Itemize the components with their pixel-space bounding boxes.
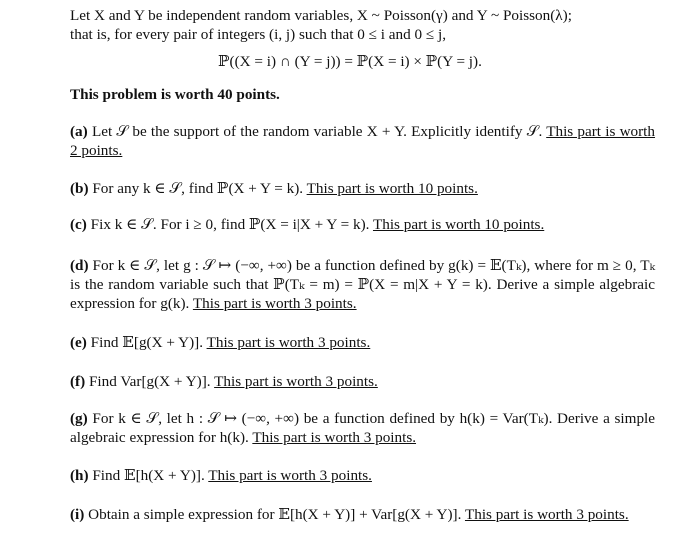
part-label: (h) [70, 467, 89, 484]
intro-line-1: Let X and Y be independent random variables, X ~ Poisson(γ) and Y ~ Poisson(λ); [70, 7, 572, 24]
part-points: This part is worth 3 points. [252, 429, 417, 446]
part-points: This part is worth 3 points. [206, 334, 371, 351]
part-text: For k ∈ 𝒮, let h : 𝒮 ↦ (−∞, +∞) be a function defined by h(k) = Var(Tₖ). Derive a simple algebraic expression for h(k). [70, 410, 655, 446]
independence-formula: ℙ((X = i) ∩ (Y = j)) = ℙ(X = i) × ℙ(Y = j). [218, 53, 482, 70]
part-e [70, 333, 655, 352]
part-b [70, 179, 655, 198]
part-points: This part is worth 3 points. [214, 373, 378, 390]
part-points: This part is worth 3 points. [192, 295, 357, 312]
part-text: For k ∈ 𝒮, let g : 𝒮 ↦ (−∞, +∞) be a function defined by g(k) = 𝔼(Tₖ), where for m ≥ 0, Tₖ is the random variable such that ℙ(Tₖ = m) = ℙ(X = m|X + Y = k). Derive a simple algebraic expression for g(k). [70, 257, 656, 312]
part-d [70, 256, 655, 313]
part-points: This part is worth 10 points. [372, 216, 545, 233]
part-text: Obtain a simple expression for 𝔼[h(X + Y)] + Var[g(X + Y)]. [88, 506, 462, 523]
part-label: (b) [70, 180, 89, 197]
part-i [70, 505, 655, 524]
part-points: This part is worth 3 points. [208, 467, 372, 484]
part-points: This part is worth 2 points. [70, 123, 656, 159]
part-h [70, 466, 655, 485]
part-f [70, 372, 655, 391]
part-label: (e) [70, 334, 87, 351]
part-points: This part is worth 10 points. [306, 180, 478, 197]
part-label: (a) [70, 123, 88, 140]
part-points: This part is worth 3 points. [464, 506, 629, 523]
part-label: (c) [70, 216, 87, 233]
part-c [70, 215, 655, 234]
part-text: Let 𝒮 be the support of the random variable X + Y. Explicitly identify 𝒮. [91, 123, 543, 140]
part-g [70, 409, 655, 447]
part-a [70, 122, 655, 160]
part-text: For any k ∈ 𝒮, find ℙ(X + Y = k). [92, 180, 304, 197]
problem-worth: This problem is worth 40 points. [70, 86, 280, 103]
part-label: (i) [70, 506, 85, 523]
part-label: (d) [70, 257, 89, 274]
part-text: Fix k ∈ 𝒮. For i ≥ 0, find ℙ(X = i|X + Y = k). [90, 216, 370, 233]
intro-line-2: that is, for every pair of integers (i, j) such that 0 ≤ i and 0 ≤ j, [70, 26, 447, 43]
part-label: (g) [70, 410, 88, 427]
part-text: Find 𝔼[h(X + Y)]. [92, 467, 205, 484]
part-text: Find Var[g(X + Y)]. [88, 373, 211, 390]
part-text: Find 𝔼[g(X + Y)]. [90, 334, 204, 351]
part-label: (f) [70, 373, 86, 390]
